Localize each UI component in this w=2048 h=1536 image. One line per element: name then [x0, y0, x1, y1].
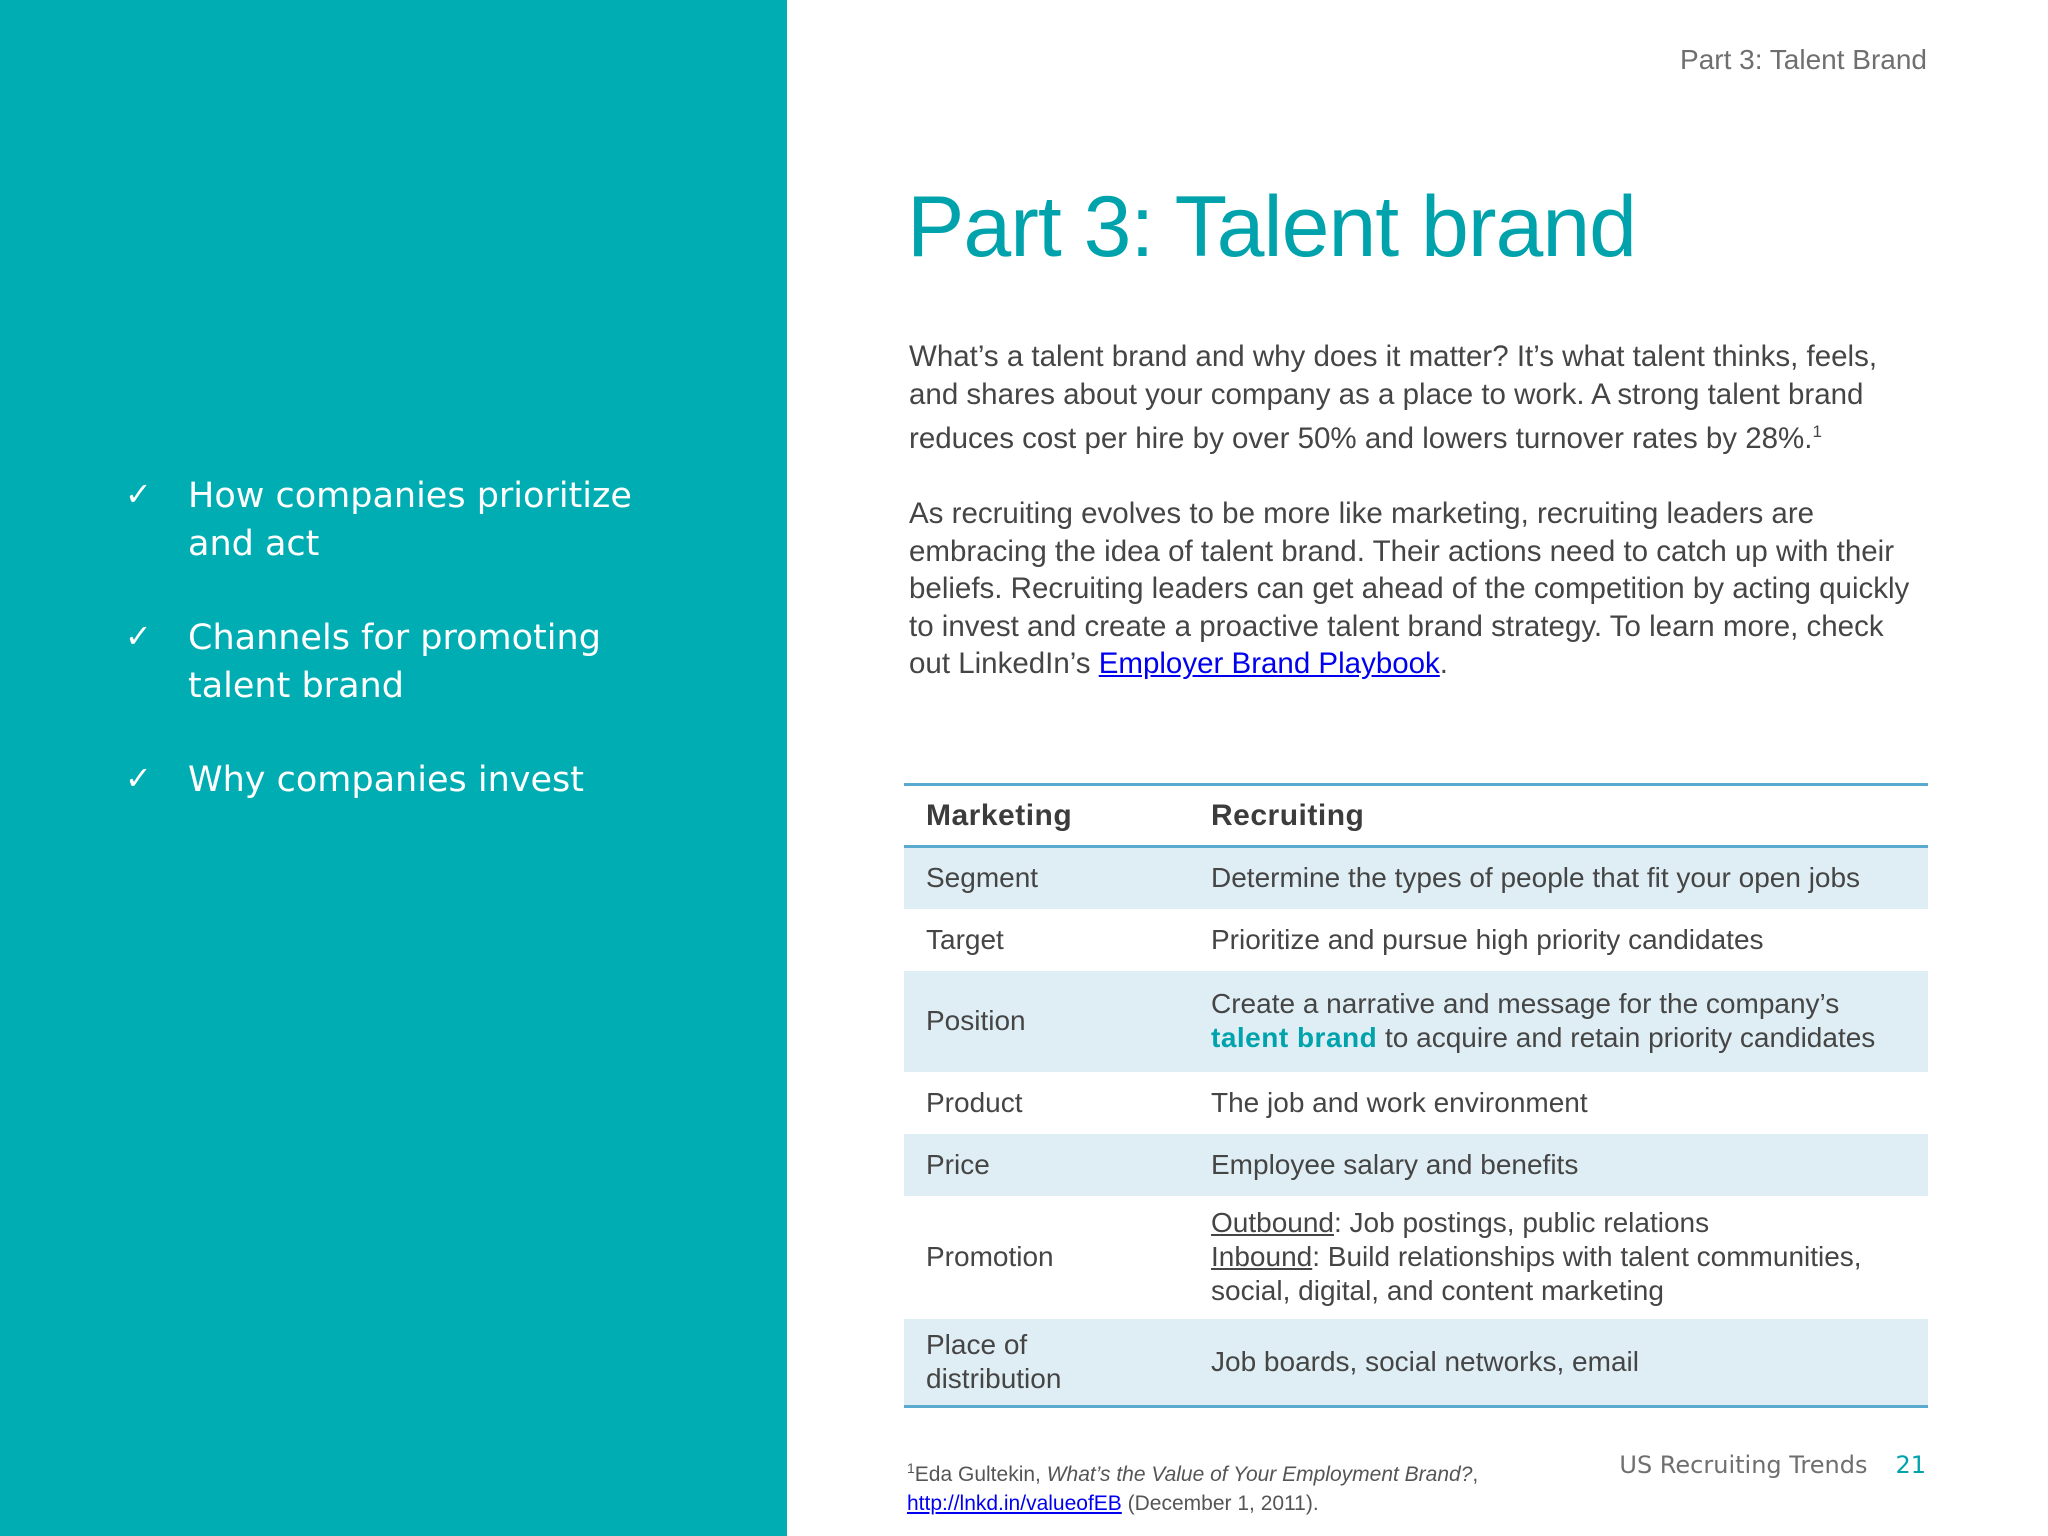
page-number: 21	[1895, 1451, 1926, 1479]
page-title: Part 3: Talent brand	[907, 179, 1637, 275]
report-name: US Recruiting Trends	[1619, 1451, 1868, 1479]
column-header-recruiting: Recruiting	[1211, 798, 1365, 832]
topic-label: How companies prioritize and act	[188, 476, 632, 564]
accent-sidebar	[0, 0, 787, 1536]
recruiting-cell: Outbound: Job postings, public relations Inbound: Build relationships with talent communities, social, digital, and content marketing	[1211, 1207, 1862, 1306]
table-row	[904, 909, 1928, 971]
list-item	[125, 472, 745, 568]
intro-text-2: As recruiting evolves to be more like marketing, recruiting leaders are embracing the idea of talent brand. Their actions need to catch up with their beliefs. Recruiting leaders can get ahead of the competition by acting quickly to invest and create a proactive talent brand strategy. To learn more, check out LinkedIn’s	[909, 497, 1910, 681]
recruiting-cell: Job boards, social networks, email	[1211, 1345, 1639, 1377]
intro-text	[909, 338, 1919, 721]
recruiting-cell: Create a narrative and message for the company’s talent brand to acquire and retain priority candidates	[1211, 988, 1876, 1053]
marketing-cell: Price	[926, 1148, 990, 1180]
check-icon: ✓	[125, 617, 152, 655]
topics-checklist	[125, 472, 745, 850]
check-icon: ✓	[125, 475, 152, 513]
inbound-label: Inbound	[1211, 1241, 1313, 1272]
intro-text-1: What’s a talent brand and why does it matter? It’s what talent thinks, feels, and shares about your company as a place to work. A strong talent brand reduces cost per hire by over 50% and lowers turnover rates by 28%.	[909, 340, 1878, 455]
table-row	[904, 971, 1928, 1072]
recruiting-cell: Employee salary and benefits	[1211, 1148, 1579, 1180]
talent-brand-highlight: talent brand	[1211, 1022, 1378, 1053]
footnote-number: 1	[907, 1460, 915, 1476]
list-item	[125, 756, 745, 804]
marketing-cell: Target	[926, 923, 1004, 955]
employer-brand-playbook-link[interactable]: Employer Brand Playbook	[1098, 647, 1440, 681]
check-icon: ✓	[125, 759, 152, 797]
recruiting-cell: Prioritize and pursue high priority candidates	[1211, 923, 1764, 955]
table-row	[904, 1196, 1928, 1319]
table-row	[904, 1072, 1928, 1134]
recruiting-cell: The job and work environment	[1211, 1086, 1588, 1118]
intro-paragraph: As recruiting evolves to be more like marketing, recruiting leaders are embracing the idea of talent brand. Their actions need to catch up with their beliefs. Recruiting leaders can get ahead of the competition by acting quickly to invest and create a proactive talent brand strategy. To learn more, check out LinkedIn’s Employer Brand Playbook.	[909, 497, 1910, 681]
table-row	[904, 1319, 1928, 1407]
list-item	[125, 614, 745, 710]
outbound-label: Outbound	[1211, 1207, 1334, 1238]
marketing-cell: Product	[926, 1086, 1023, 1118]
marketing-cell: Position	[926, 1005, 1026, 1036]
marketing-cell: Place of distribution	[926, 1328, 1062, 1394]
running-header: Part 3: Talent Brand	[1680, 44, 1927, 75]
page-footer	[1619, 1451, 1926, 1479]
footnote-url-link[interactable]: http://lnkd.in/valueofEB	[907, 1492, 1122, 1515]
column-header-marketing: Marketing	[926, 798, 1073, 832]
topic-label: Channels for promoting talent brand	[188, 618, 601, 706]
footnote-source-title: What’s the Value of Your Employment Brand?	[1046, 1463, 1473, 1486]
intro-paragraph	[909, 338, 1919, 457]
footnote-ref: 1	[1812, 422, 1822, 441]
topic-label: Why companies invest	[188, 760, 584, 800]
marketing-cell: Promotion	[926, 1241, 1054, 1272]
table-row	[904, 847, 1928, 909]
marketing-recruiting-table	[904, 783, 1928, 1408]
table-row	[904, 1134, 1928, 1196]
marketing-cell: Segment	[926, 862, 1039, 894]
table-header-row	[904, 785, 1928, 847]
recruiting-cell: Determine the types of people that fit your open jobs	[1211, 862, 1861, 894]
footnote: $^1$Eda Gultekin, What’s the Value of Your Employment Brand?, http://lnkd.in/valueofEB (December 1, 2011).	[907, 1460, 1479, 1515]
